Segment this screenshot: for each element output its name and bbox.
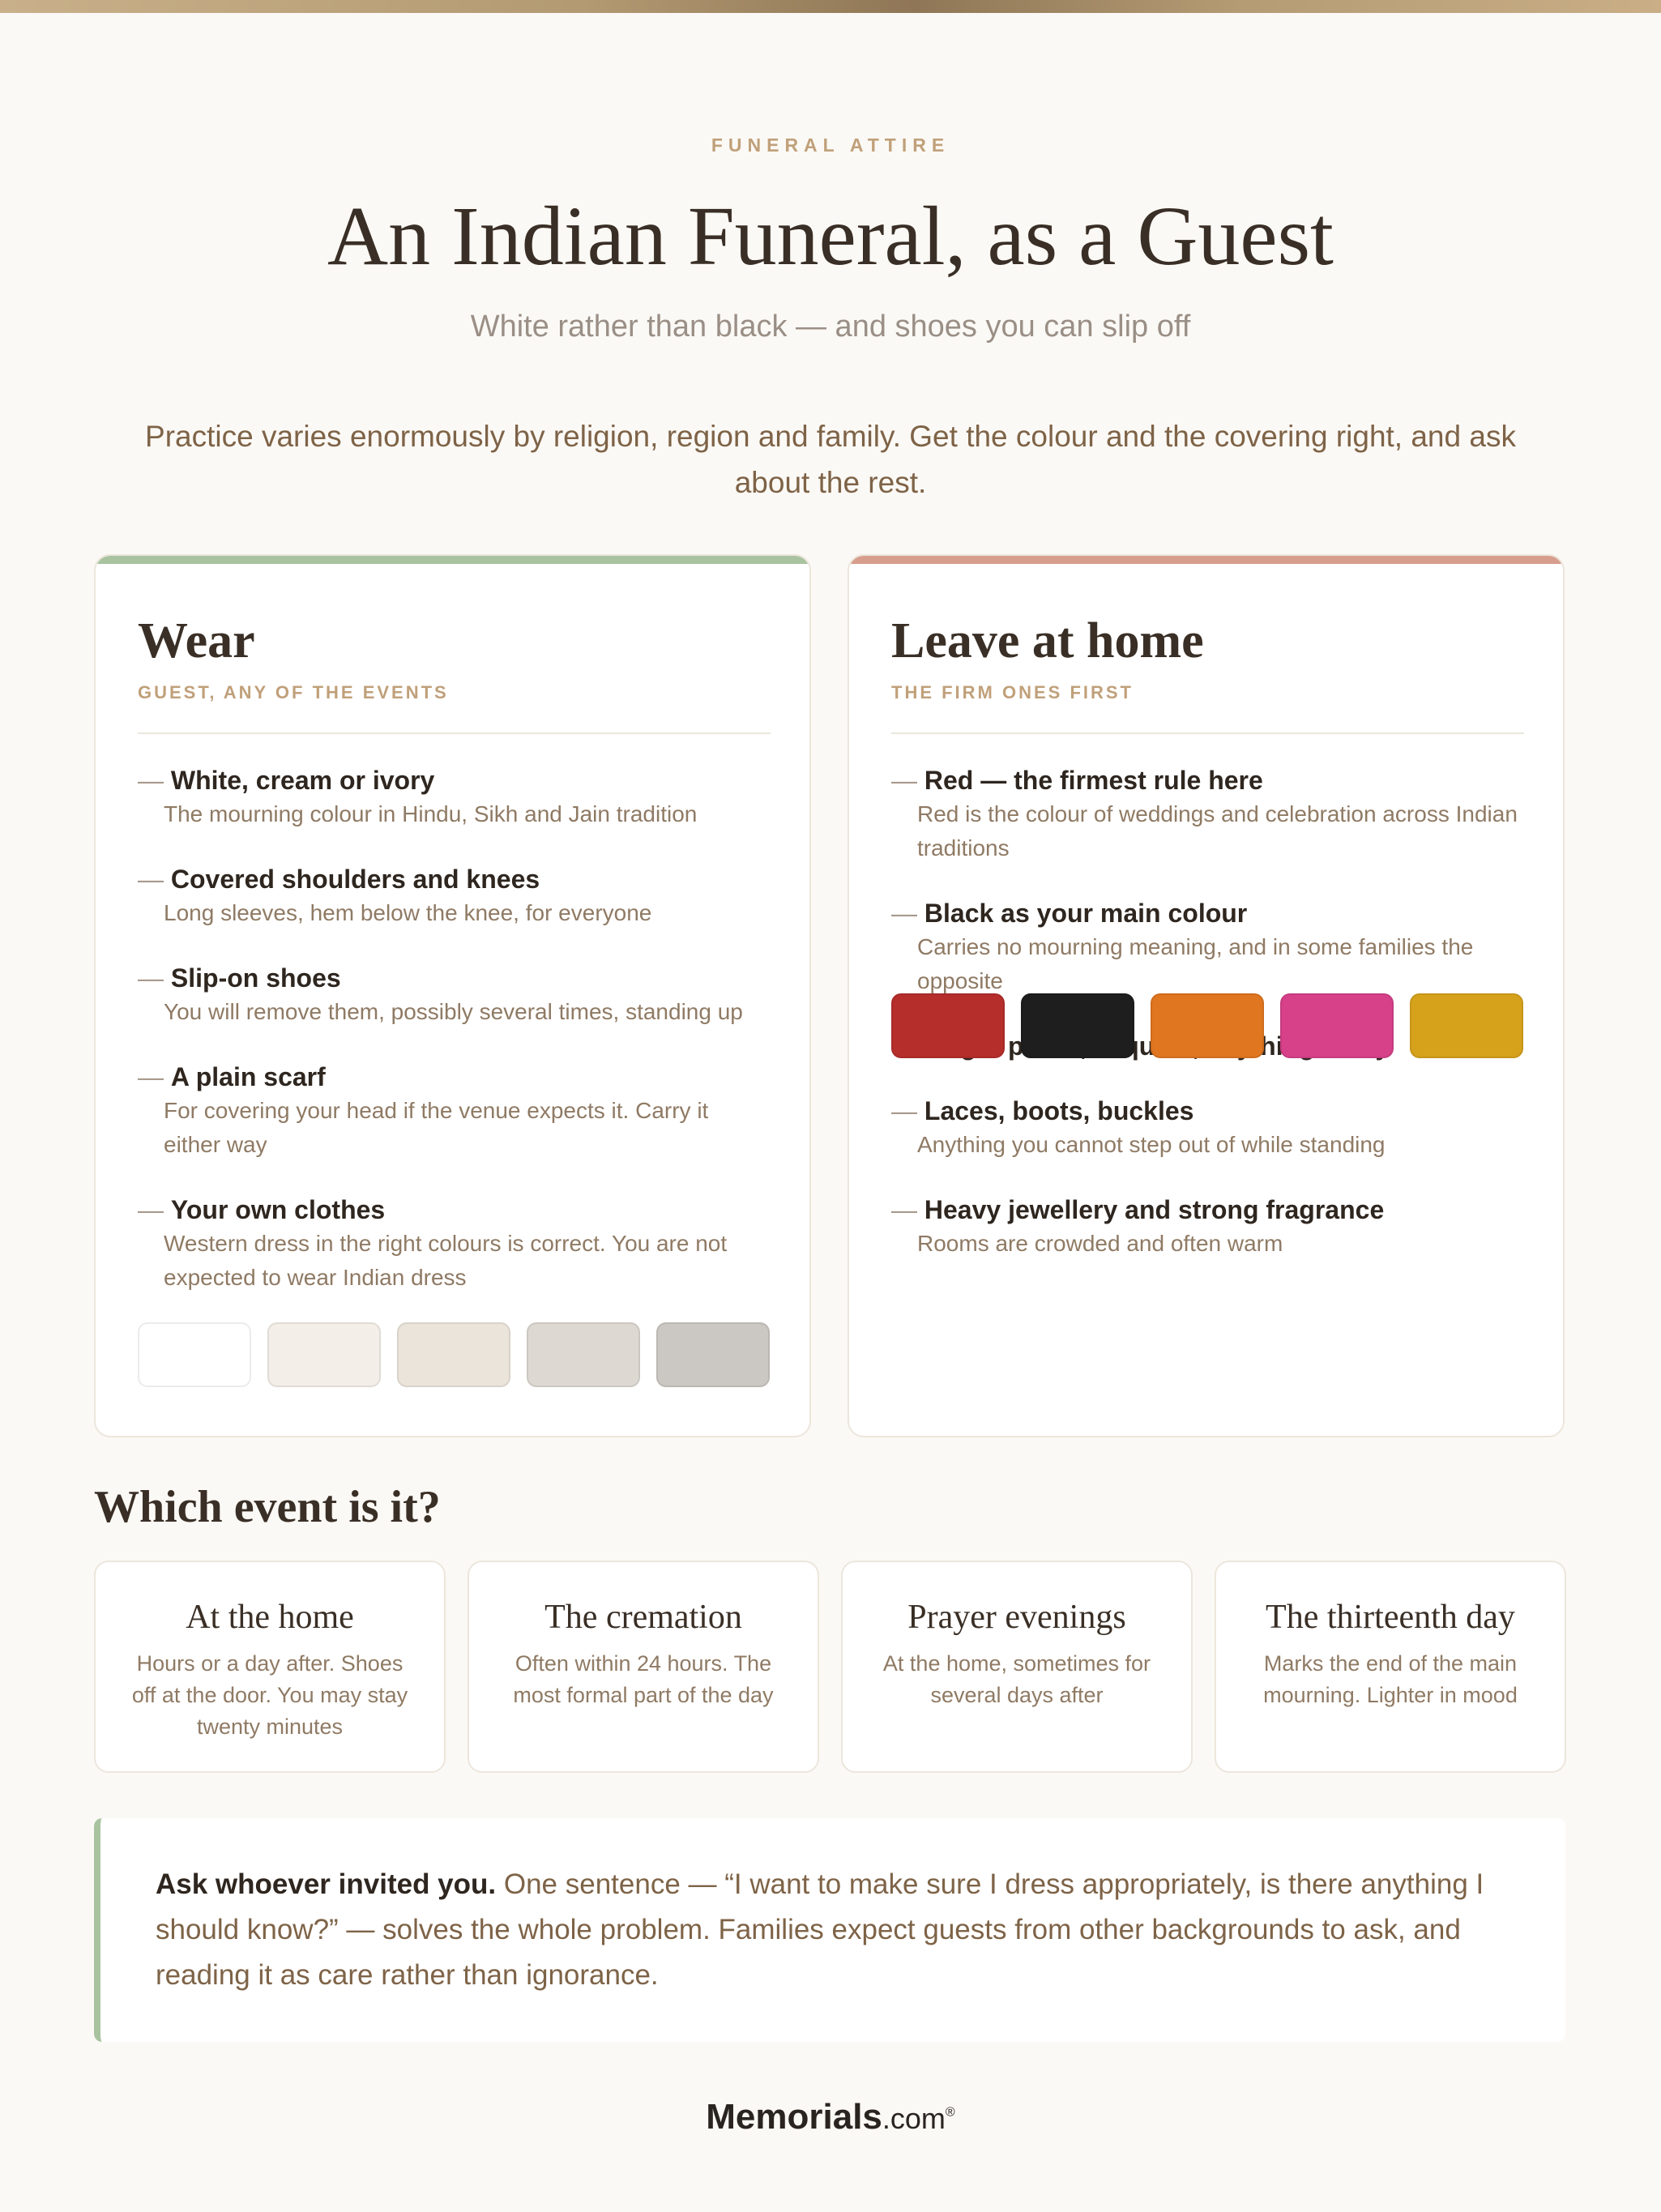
list-item bbox=[891, 896, 1524, 998]
dash-marker: — bbox=[891, 1195, 924, 1224]
item-description: Long sleeves, hem below the knee, for everyone bbox=[164, 900, 652, 925]
events-heading: Which event is it? bbox=[94, 1482, 441, 1532]
dash-marker: — bbox=[138, 1062, 171, 1091]
wear-list bbox=[138, 763, 771, 1326]
color-swatch bbox=[891, 993, 1005, 1058]
item-heading: Slip-on shoes bbox=[170, 963, 341, 993]
dash-marker: — bbox=[138, 1195, 171, 1224]
dash-marker: — bbox=[138, 766, 171, 795]
leave-subtitle: THE FIRM ONES FIRST bbox=[891, 682, 1134, 702]
color-swatch bbox=[1280, 993, 1394, 1058]
dash-marker: — bbox=[891, 766, 924, 795]
item-heading: Heavy jewellery and strong fragrance bbox=[924, 1195, 1385, 1224]
callout-body: One sentence — “I want to make sure I dress appropriately, is there anything I should know?” — solves the whole problem. Families expect guests from other backgrounds to ask, and reading it as care rather than ignorance. bbox=[156, 1868, 1484, 1991]
color-swatch bbox=[1410, 993, 1523, 1058]
wear-title: Wear bbox=[138, 613, 255, 668]
top-accent-bar bbox=[0, 0, 1661, 13]
advice-callout bbox=[94, 1818, 1565, 2042]
item-description: Red is the colour of weddings and celebration across Indian traditions bbox=[917, 801, 1518, 860]
page-subtitle: White rather than black — and shoes you can slip off bbox=[470, 310, 1191, 344]
color-swatch bbox=[138, 1322, 251, 1387]
list-item bbox=[138, 1193, 771, 1295]
event-description: At the home, sometimes for several days after bbox=[882, 1651, 1151, 1707]
event-title: Prayer evenings bbox=[907, 1599, 1126, 1636]
list-item bbox=[138, 763, 771, 831]
event-title: At the home bbox=[186, 1599, 354, 1636]
logo-domain: .com bbox=[882, 2102, 946, 2135]
dash-marker: — bbox=[138, 865, 171, 894]
color-swatch bbox=[1151, 993, 1264, 1058]
item-description: Rooms are crowded and often warm bbox=[917, 1231, 1283, 1256]
event-card-prayer-evenings bbox=[841, 1561, 1193, 1773]
color-swatch bbox=[1021, 993, 1134, 1058]
page-title: An Indian Funeral, as a Guest bbox=[327, 190, 1334, 283]
item-heading: sequins, bbox=[1094, 1031, 1200, 1061]
item-heading: White, cream or ivory bbox=[170, 766, 435, 795]
event-title: The cremation bbox=[544, 1599, 742, 1636]
wear-card bbox=[94, 554, 811, 1437]
list-item bbox=[138, 1060, 771, 1162]
color-swatch bbox=[656, 1322, 770, 1387]
leave-card bbox=[848, 554, 1565, 1437]
memorials-logo[interactable] bbox=[0, 2097, 1661, 2137]
item-heading: Red — the firmest rule here bbox=[924, 766, 1263, 795]
item-heading: Laces, boots, buckles bbox=[924, 1096, 1194, 1125]
event-card-thirteenth-day bbox=[1215, 1561, 1566, 1773]
list-item bbox=[891, 1193, 1524, 1261]
event-description: Often within 24 hours. The most formal part of the day bbox=[513, 1651, 774, 1707]
item-description: You will remove them, possibly several times, standing up bbox=[164, 999, 743, 1024]
wear-subtitle: GUEST, ANY OF THE EVENTS bbox=[138, 682, 449, 702]
event-card-cremation bbox=[468, 1561, 819, 1773]
dash-marker: — bbox=[138, 963, 171, 993]
item-heading: Your own clothes bbox=[170, 1195, 386, 1224]
logo-name: Memorials bbox=[706, 2097, 882, 2137]
dash-marker: — bbox=[891, 1096, 924, 1125]
callout-text bbox=[156, 1862, 1533, 1998]
leave-title: Leave at home bbox=[891, 613, 1204, 668]
item-description: Anything you cannot step out of while standing bbox=[917, 1132, 1386, 1157]
item-description: Carries no mourning meaning, and in some families the opposite bbox=[917, 934, 1474, 993]
event-description: Hours or a day after. Shoes off at the door. You may stay twenty minutes bbox=[131, 1651, 408, 1739]
dash-marker: — bbox=[891, 899, 924, 928]
list-item bbox=[891, 763, 1524, 865]
event-description: Marks the end of the main mourning. Lighter in mood bbox=[1263, 1651, 1518, 1707]
color-swatch bbox=[267, 1322, 381, 1387]
item-heading: A plain scarf bbox=[170, 1062, 326, 1091]
item-description: For covering your head if the venue expects it. Carry it either way bbox=[164, 1098, 709, 1157]
callout-lead: Ask whoever invited you. bbox=[156, 1868, 497, 1900]
item-description: Western dress in the right colours is correct. You are not expected to wear Indian dress bbox=[164, 1231, 728, 1290]
intro-paragraph: Practice varies enormously by religion, region and family. Get the colour and the covering right, and ask about the rest. bbox=[145, 420, 1516, 499]
list-item bbox=[138, 961, 771, 1029]
divider bbox=[891, 732, 1524, 734]
color-swatch bbox=[527, 1322, 640, 1387]
event-card-home bbox=[94, 1561, 446, 1773]
list-item bbox=[138, 862, 771, 930]
item-heading: Black as your main colour bbox=[924, 899, 1248, 928]
list-item bbox=[891, 1094, 1524, 1162]
item-description: The mourning colour in Hindu, Sikh and Jain tradition bbox=[164, 801, 698, 826]
eyebrow-label: FUNERAL ATTIRE bbox=[711, 135, 950, 156]
wear-swatches bbox=[138, 1322, 771, 1389]
divider bbox=[138, 732, 771, 734]
logo-registered-mark: ® bbox=[945, 2105, 955, 2120]
event-title: The thirteenth day bbox=[1266, 1599, 1515, 1636]
item-heading: Covered shoulders and knees bbox=[170, 865, 540, 894]
leave-swatches bbox=[891, 993, 1524, 1060]
color-swatch bbox=[397, 1322, 510, 1387]
